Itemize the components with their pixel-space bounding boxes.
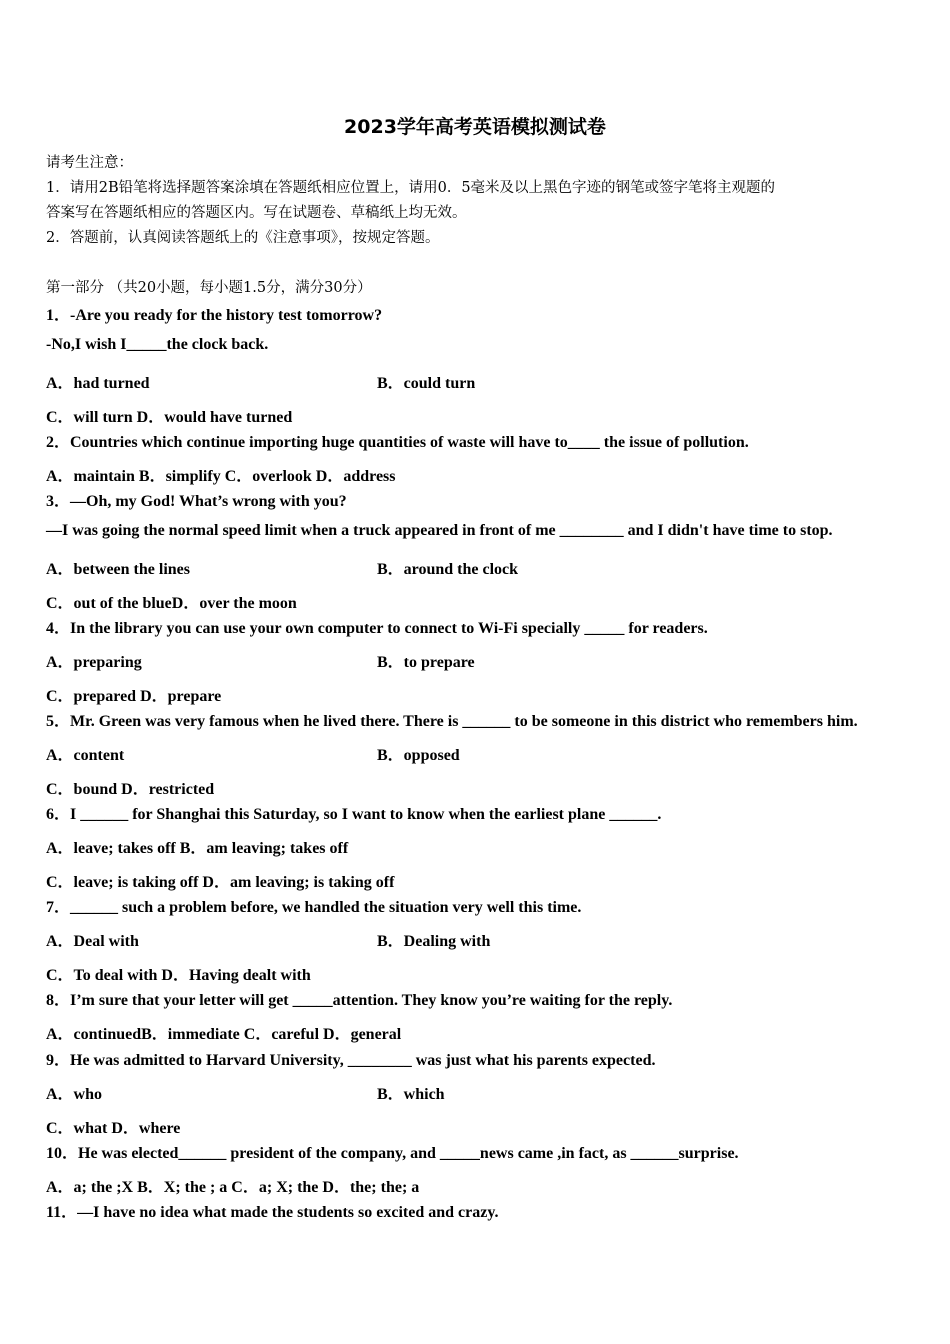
question-stem: 11．—I have no idea what made the students so excited and crazy. (46, 1204, 499, 1221)
options-row: A．a; the ;X B．X; the ; a C．a; X; the D．the; the; a (46, 1179, 420, 1196)
notice-heading: 请考生注意： (46, 155, 133, 171)
option-a: A．between the lines (46, 561, 190, 578)
option-a: A．had turned (46, 375, 150, 392)
option-b: B．to prepare (377, 654, 475, 671)
options-c-d: C．prepared D．prepare (46, 688, 222, 705)
question-stem: 9．He was admitted to Harvard University, ________ was just what his parents expected. (46, 1052, 656, 1069)
option-b: B．could turn (377, 375, 476, 392)
option-a: A．Deal with (46, 933, 139, 950)
option-a: A．preparing (46, 654, 142, 671)
options-c-d: C．leave; is taking off D．am leaving; is taking off (46, 874, 395, 891)
question-stem: 10．He was elected______ president of the company, and _____news came ,in fact, as ______surprise. (46, 1145, 739, 1162)
options-c-d: C．bound D．restricted (46, 781, 215, 798)
options-c-d: C．out of the blueD．over the moon (46, 595, 297, 612)
question-stem: 8．I’m sure that your letter will get _____attention. They know you’re waiting for the reply. (46, 992, 673, 1009)
option-b: B．which (377, 1086, 445, 1103)
option-b: B．around the clock (377, 561, 519, 578)
page-title: 2023学年高考英语模拟测试卷 (344, 116, 606, 138)
question-stem: 3．—Oh, my God! What’s wrong with you? (46, 493, 347, 510)
question-stem: 4．In the library you can use your own computer to connect to Wi-Fi specially _____ for readers. (46, 620, 708, 637)
question-stem: 2．Countries which continue importing huge quantities of waste will have to____ the issue of pollution. (46, 434, 749, 451)
question-stem: 6．I ______ for Shanghai this Saturday, so I want to know when the earliest plane ______. (46, 806, 662, 823)
notice-line-2: 答案写在答题纸相应的答题区内。写在试题卷、草稿纸上均无效。 (46, 205, 467, 221)
options-row: A．continuedB．immediate C．careful D．general (46, 1026, 402, 1043)
option-b: B．opposed (377, 747, 460, 764)
option-b: B．Dealing with (377, 933, 491, 950)
option-a: A．content (46, 747, 125, 764)
question-stem: 7．______ such a problem before, we handled the situation very well this time. (46, 899, 582, 916)
options-c-d: C．will turn D．would have turned (46, 409, 293, 426)
options-a-b: A．leave; takes off B．am leaving; takes off (46, 840, 349, 857)
question-stem: 1．-Are you ready for the history test tomorrow? (46, 307, 383, 324)
question-stem-continued: -No,I wish I_____the clock back. (46, 336, 269, 353)
notice-line-1: 1．请用2B铅笔将选择题答案涂填在答题纸相应位置上，请用0．5毫米及以上黑色字迹的钢笔或签字笔将主观题的 (46, 180, 776, 196)
question-stem: 5．Mr. Green was very famous when he lived there. There is ______ to be someone in this district who remembers him. (46, 713, 858, 730)
options-c-d: C．To deal with D．Having dealt with (46, 967, 311, 984)
options-c-d: C．what D．where (46, 1120, 181, 1137)
option-a: A．who (46, 1086, 103, 1103)
section-heading: 第一部分 （共20小题，每小题1.5分，满分30分） (46, 280, 372, 296)
options-row: A．maintain B．simplify C．overlook D．address (46, 468, 396, 485)
notice-line-3: 2．答题前，认真阅读答题纸上的《注意事项》，按规定答题。 (46, 230, 440, 246)
question-stem-continued: —I was going the normal speed limit when a truck appeared in front of me ________ and I didn't have time to stop. (46, 522, 833, 539)
